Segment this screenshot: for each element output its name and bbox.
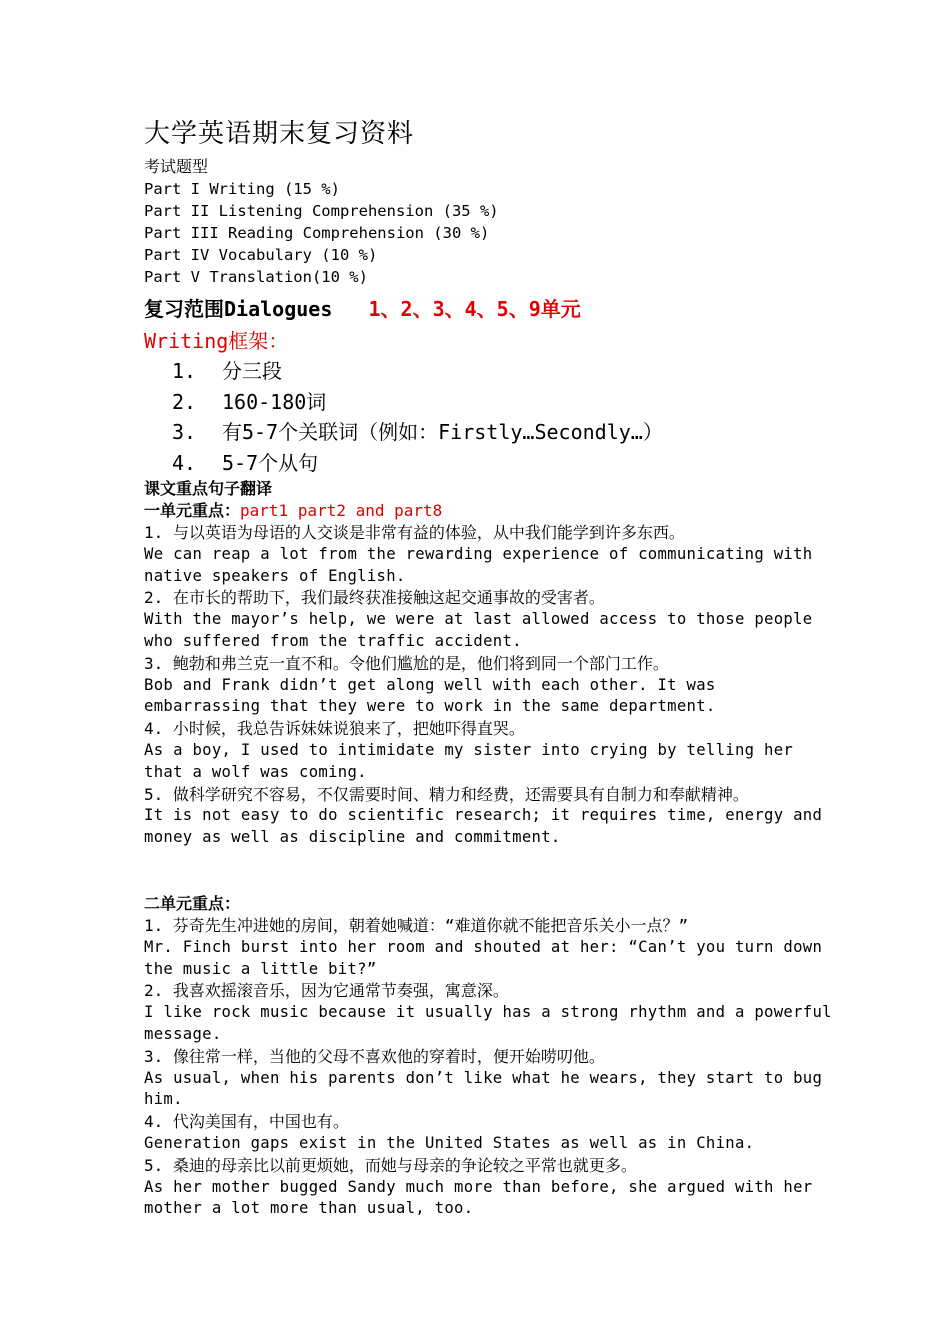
sentence-chinese: 3. 鲍勃和弗兰克一直不和。令他们尴尬的是，他们将到同一个部门工作。 xyxy=(144,653,669,673)
unit1-parts: part1 part2 and part8 xyxy=(240,501,443,520)
sentence-english: As her mother bugged Sandy much more than before, she argued with her mother a lot more than usual, too. xyxy=(144,1177,813,1218)
sentence-english: We can reap a lot from the rewarding experience of communicating with native speakers of English. xyxy=(144,544,813,585)
document-page xyxy=(144,112,834,1220)
sentence-english: As usual, when his parents don’t like what he wears, they start to bug him. xyxy=(144,1068,823,1109)
sentence-english: I like rock music because it usually has a strong rhythm and a powerful message. xyxy=(144,1003,832,1043)
exam-part: Part III Reading Comprehension (30 %) xyxy=(144,224,490,242)
sentence-chinese: 4. 代沟美国有，中国也有。 xyxy=(144,1112,349,1132)
list-text: 160-180词 xyxy=(222,389,327,414)
unit2-sentences xyxy=(144,915,834,1220)
sentence-chinese: 4. 小时候，我总告诉妹妹说狼来了，把她吓得直哭。 xyxy=(144,719,525,739)
sentence-chinese: 5. 桑迪的母亲比以前更烦她，而她与母亲的争论较之平常也就更多。 xyxy=(144,1155,637,1175)
list-item xyxy=(144,417,834,448)
sentence-chinese: 2. 我喜欢摇滚音乐，因为它通常节奏强，寓意深。 xyxy=(144,981,509,1001)
unit1-heading-label: 一单元重点： xyxy=(144,501,241,520)
list-text: 分三段 xyxy=(222,359,282,383)
list-text: 5-7个从句 xyxy=(222,450,319,475)
list-item xyxy=(144,356,834,387)
sentence-english: Mr. Finch burst into her room and shouted at her: “Can’t you turn down the music a little bit?” xyxy=(144,937,823,978)
list-item xyxy=(144,387,834,418)
list-number: 3. xyxy=(172,420,197,444)
section-spacer xyxy=(144,849,834,893)
sentence-english: It is not easy to do scientific research; it requires time, energy and money as well as discipline and commitment. xyxy=(144,806,823,847)
sentence-chinese: 1. 与以英语为母语的人交谈是非常有益的体验，从中我们能学到许多东西。 xyxy=(144,523,685,542)
sentence-chinese: 3. 像往常一样，当他的父母不喜欢他的穿着时，便开始唠叨他。 xyxy=(144,1046,605,1066)
list-number: 2. xyxy=(172,389,197,414)
unit1-sentences xyxy=(144,522,834,849)
exam-part: Part II Listening Comprehension (35 %) xyxy=(144,202,499,220)
sentence-chinese: 2. 在市长的帮助下，我们最终获准接触这起交通事故的受害者。 xyxy=(144,588,605,608)
translation-heading: 课文重点句子翻译 xyxy=(144,479,273,498)
unit2-heading: 二单元重点： xyxy=(144,893,241,913)
list-text: 有5-7个关联词（例如：Firstly…Secondly…） xyxy=(222,420,663,444)
list-item xyxy=(144,448,834,479)
exam-part: Part V Translation(10 %) xyxy=(144,268,368,286)
unit1-heading xyxy=(144,500,834,522)
exam-types-heading: 考试题型 xyxy=(144,157,209,176)
exam-parts-list xyxy=(144,178,834,288)
writing-framework-heading: Writing框架： xyxy=(144,329,289,353)
review-scope-units: 1、2、3、4、5、9单元 xyxy=(368,297,581,321)
sentence-english: Generation gaps exist in the United States as well as in China. xyxy=(144,1133,755,1152)
sentence-english: With the mayor’s help, we were at last allowed access to those people who suffered from the traffic accident. xyxy=(144,610,813,650)
review-scope-label: 复习范围Dialogues xyxy=(144,297,333,321)
writing-framework-list xyxy=(144,356,834,478)
sentence-english: Bob and Frank didn’t get along well with each other. It was embarrassing that they were to work in the same department. xyxy=(144,675,716,716)
sentence-chinese: 1. 芬奇先生冲进她的房间，朝着她喊道：“难道你就不能把音乐关小一点？” xyxy=(144,915,689,935)
list-number: 1. xyxy=(172,359,197,383)
document-title: 大学英语期末复习资料 xyxy=(144,119,415,149)
review-scope xyxy=(144,292,834,326)
sentence-chinese: 5. 做科学研究不容易，不仅需要时间、精力和经费，还需要具有自制力和奉献精神。 xyxy=(144,784,749,804)
exam-part: Part I Writing (15 %) xyxy=(144,180,340,198)
sentence-english: As a boy, I used to intimidate my sister into crying by telling her that a wolf was coming. xyxy=(144,740,794,781)
list-number: 4. xyxy=(172,450,197,475)
exam-part: Part IV Vocabulary (10 %) xyxy=(144,246,378,264)
